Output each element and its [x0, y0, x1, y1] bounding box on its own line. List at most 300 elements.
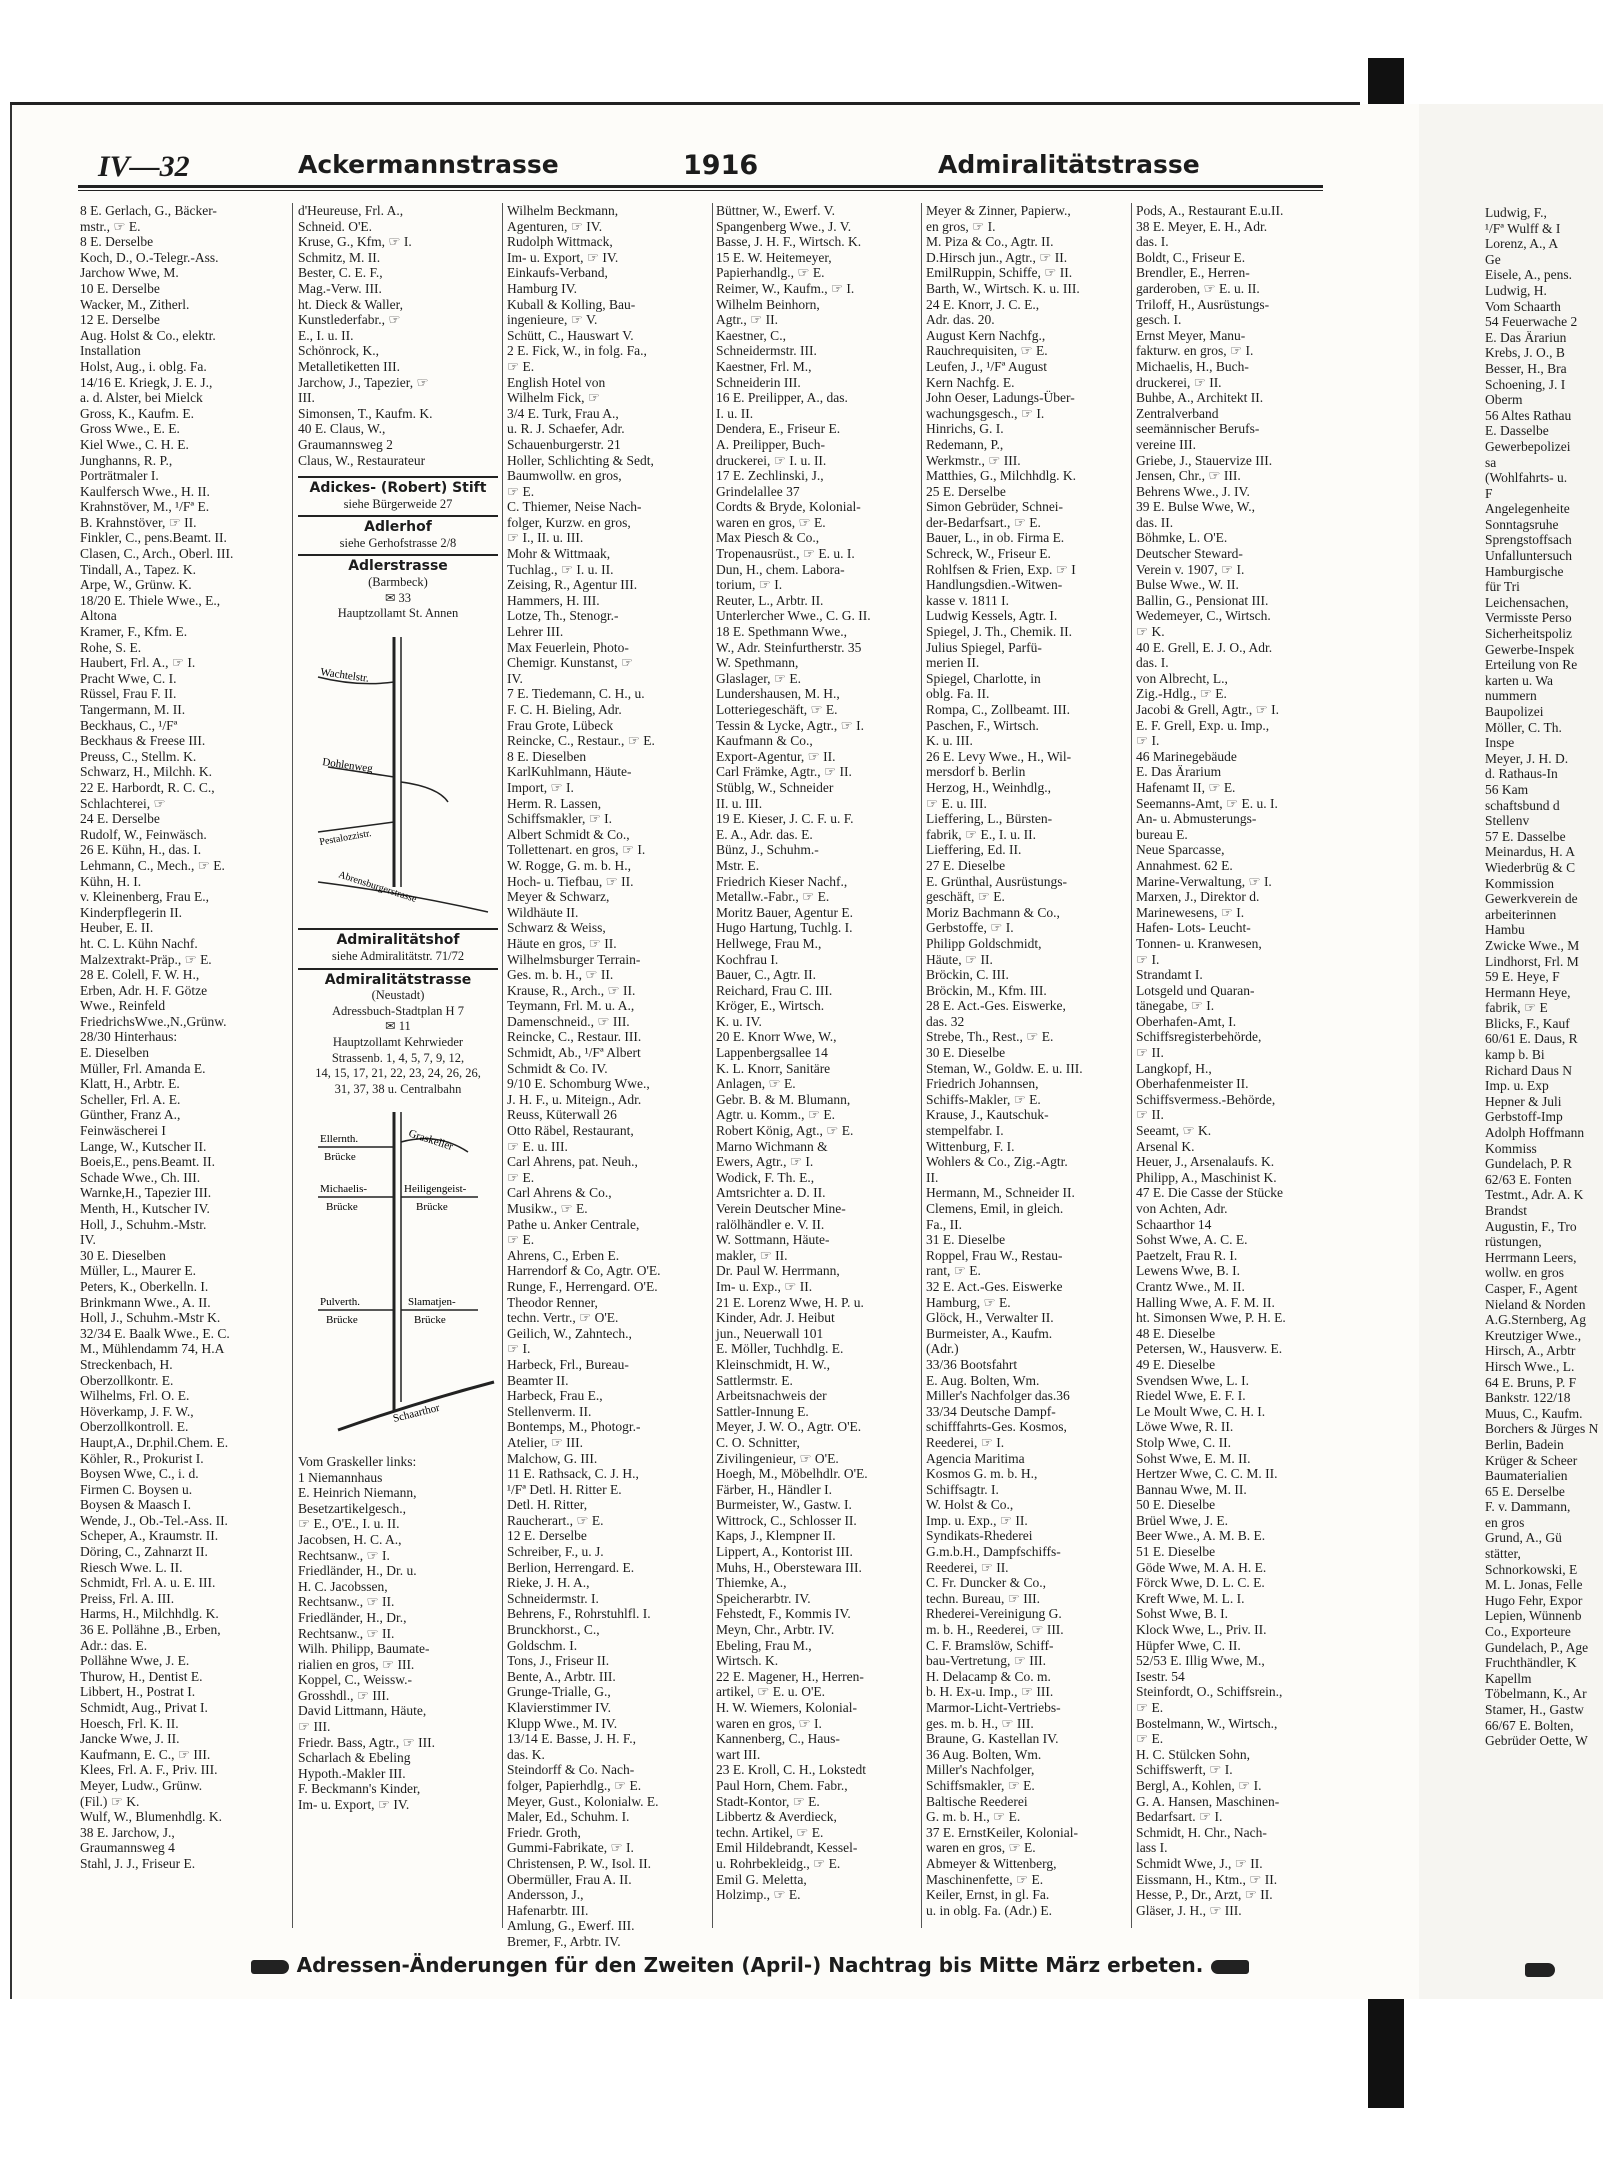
directory-entry-line: Schaarthor 14: [1136, 1216, 1212, 1232]
directory-entry-line: Amtsrichter a. D. II.: [716, 1185, 826, 1201]
directory-entry-line: Lotteriegeschäft, ☞ E.: [716, 702, 838, 717]
directory-entry-line: merien II.: [926, 655, 980, 671]
directory-entry-line: Baumaterialien: [1485, 1468, 1568, 1484]
directory-entry-line: Riedel Wwe, E. F. I.: [1136, 1388, 1246, 1404]
directory-entry-line: F: [1485, 485, 1493, 501]
directory-entry-line: Fruchthändler, K: [1485, 1655, 1577, 1671]
directory-entry-line: das. K.: [507, 1746, 545, 1762]
directory-entry-line: Paetzelt, Frau R. I.: [1136, 1247, 1238, 1263]
directory-entry-line: Julius Spiegel, Parfü-: [926, 639, 1042, 655]
map-label-graskeller: Graskeller: [407, 1127, 455, 1154]
directory-entry-line: Meyer, J. H. D.: [1485, 750, 1569, 766]
directory-entry-line: Halling Wwe, A. F. M. II.: [1136, 1294, 1275, 1310]
directory-entry-line: Baumwollw. en gros,: [507, 468, 622, 484]
directory-entry-line: Hepner & Juli: [1485, 1093, 1562, 1109]
directory-entry-line: ralölhändler e. V. II.: [716, 1216, 825, 1232]
directory-entry-line: Abmeyer & Wittenberg,: [926, 1855, 1057, 1871]
directory-entry-line: Marxen, J., Direktor d.: [1136, 889, 1260, 905]
map-label-ellernth: Ellernth.: [320, 1133, 359, 1146]
directory-entry-line: Eissmann, H., Ktm., ☞ II.: [1136, 1871, 1278, 1887]
directory-entry-line: Ludwig Kessels, Agtr. I.: [926, 608, 1058, 624]
directory-entry-line: Strebe, Th., Rest., ☞ E.: [926, 1029, 1054, 1045]
directory-entry-line: ht. C. L. Kühn Nachf.: [80, 935, 198, 951]
directory-entry-line: Roppel, Frau W., Restau-: [926, 1247, 1063, 1263]
directory-entry-line: Jarchow Wwe, M.: [80, 265, 179, 281]
directory-entry-line: Klock Wwe, L., Priv. II.: [1136, 1622, 1267, 1638]
directory-entry-line: wachungsgesch., ☞ I.: [926, 405, 1045, 421]
directory-entry-line: Brinkmann Wwe., A. II.: [80, 1294, 211, 1310]
directory-entry-line: Sprengstoffsach: [1485, 532, 1572, 548]
directory-entry-line: Emil Hildebrandt, Kessel-: [716, 1840, 858, 1856]
directory-entry-line: Adolph Hoffmann: [1485, 1125, 1585, 1141]
directory-entry-line: Handlungsdien.-Witwen-: [926, 577, 1063, 593]
directory-entry-line: 13/14 E. Basse, J. H. F.,: [507, 1731, 637, 1747]
directory-entry-line: E. Dieselben: [80, 1045, 149, 1061]
directory-entry-line: Häute en gros, ☞ II.: [507, 935, 617, 951]
directory-entry-line: Bauer, C., Agtr. II.: [716, 967, 816, 983]
directory-entry-line: Lepien, Wünnenb: [1485, 1608, 1582, 1624]
directory-entry-line: Marinewesens, ☞ I.: [1136, 904, 1245, 920]
directory-entry-line: Basse, J. H. F., Wirtsch. K.: [716, 234, 862, 250]
directory-entry-line: Schlachterei, ☞: [80, 795, 166, 811]
directory-entry-line: Wodick, F. Th. E.,: [716, 1169, 815, 1185]
directory-entry-line: Brunckhorst., C.,: [507, 1622, 600, 1638]
directory-entry-line: E., I. u. II.: [298, 327, 354, 343]
directory-entry-line: ☞ I., II. u. III.: [507, 530, 584, 546]
directory-entry-line: Wulf, W., Blumenhdlg. K.: [80, 1809, 222, 1825]
directory-entry-line: 52/53 E. Illig Wwe, M.,: [1136, 1653, 1265, 1669]
directory-entry-line: Wilhelm Beckmann,: [507, 203, 619, 218]
directory-entry-line: seemännischer Berufs-: [1136, 421, 1260, 437]
directory-entry-line: (Wohlfahrts- u.: [1485, 470, 1568, 486]
directory-entry-line: Tindall, A., Tapez. K.: [80, 561, 197, 577]
directory-entry-line: Herm. R. Lassen,: [507, 795, 602, 811]
directory-entry-line: Ernst Meyer, Manu-: [1136, 327, 1246, 343]
directory-entry-line: Beckhaus & Freese III.: [80, 733, 206, 749]
directory-entry-line: ☞ E.: [507, 1232, 535, 1248]
directory-entry-line: Schiffswerft, ☞ I.: [1136, 1762, 1233, 1778]
directory-entry-line: Ludwig, F.,: [1485, 205, 1547, 220]
directory-entry-line: 17 E. Zechlinski, J.,: [716, 468, 824, 484]
admiralitaetstrasse-district: (Neustadt): [371, 988, 425, 1003]
directory-entry-line: Erteilung von Re: [1485, 657, 1578, 673]
directory-entry-line: E. A., Adr. das. E.: [716, 826, 813, 842]
directory-entry-line: Bremer, F., Arbtr. IV.: [507, 1933, 621, 1949]
directory-entry-line: Harbeck, Frl., Bureau-: [507, 1356, 629, 1372]
directory-entry-line: tänegabe, ☞ I.: [1136, 998, 1215, 1014]
directory-entry-line: E. F. Grell, Exp. u. Imp.,: [1136, 717, 1270, 733]
directory-entry-line: D.Hirsch jun., Agtr., ☞ II.: [926, 249, 1068, 265]
directory-entry-line: Vom Schaarth: [1485, 298, 1561, 314]
directory-entry-line: techn. Bureau, ☞ III.: [926, 1590, 1041, 1606]
directory-entry-line: Ballin, G., Pensionat III.: [1136, 592, 1269, 608]
directory-entry-line: Thiemke, A.,: [716, 1575, 787, 1591]
directory-entry-line: Moritz Bauer, Agentur E.: [716, 904, 854, 920]
directory-entry-line: Bünz, J., Schuhm.-: [716, 842, 819, 858]
directory-entry-line: Rudolf, W., Feinwäsch.: [80, 826, 207, 842]
directory-entry-line: Schiffsregisterbehörde,: [1136, 1029, 1262, 1045]
directory-entry-line: Günther, Franz A.,: [80, 1107, 181, 1123]
directory-entry-line: torium, ☞ I.: [716, 577, 783, 593]
directory-entry-line: Meyer, J. W. O., Agtr. O'E.: [716, 1419, 862, 1435]
directory-entry-line: Frau Grote, Lübeck: [507, 717, 614, 733]
directory-entry-line: Klavierstimmer IV.: [507, 1700, 611, 1715]
directory-entry-line: IV.: [507, 670, 523, 686]
directory-entry-line: 12 E. Derselbe: [80, 312, 160, 328]
directory-entry-line: Teymann, Frl. M. u. A.,: [507, 998, 635, 1014]
directory-entry-line: Firmen C. Boysen u.: [80, 1481, 193, 1497]
directory-entry-line: 32/34 E. Baalk Wwe., E. C.: [80, 1325, 230, 1341]
directory-entry-line: Tessin & Lycke, Agtr., ☞ I.: [716, 717, 865, 733]
directory-entry-line: Stadt-Kontor, ☞ E.: [716, 1793, 820, 1809]
directory-entry-line: Bankstr. 122/18: [1485, 1390, 1571, 1406]
directory-entry-line: Sohst Wwe, A. C. E.: [1136, 1232, 1248, 1248]
directory-entry-line: W. Holst & Co.,: [926, 1497, 1014, 1513]
adlerstrasse-postal: ✉ 33: [384, 590, 412, 605]
directory-entry-line: II.: [926, 1169, 939, 1185]
directory-entry-line: Boysen & Maasch I.: [80, 1497, 191, 1513]
directory-entry-line: waren en gros, ☞ E.: [716, 514, 826, 530]
directory-entry-line: (Adr.): [926, 1341, 959, 1357]
directory-entry-line: Rohlfsen & Frien, Exp. ☞ I: [926, 561, 1076, 577]
directory-entry-line: 16 E. Preilipper, A., das.: [716, 390, 848, 406]
directory-entry-line: Max Feuerlein, Photo-: [507, 639, 629, 655]
directory-entry-line: Reederei, ☞ II.: [926, 1559, 1009, 1575]
directory-entry-line: 38 E. Meyer, E. H., Adr.: [1136, 218, 1268, 234]
directory-entry-line: 66/67 E. Bolten,: [1485, 1717, 1574, 1733]
directory-entry-line: Burmeister, A., Kaufm.: [926, 1325, 1053, 1341]
directory-entry-line: H. Delacamp & Co. m.: [926, 1668, 1051, 1684]
map-label-dohlenweg: Dohlenweg: [321, 755, 374, 775]
directory-entry-line: Malchow, G. III.: [507, 1450, 598, 1466]
directory-entry-line: gesch. I.: [1136, 312, 1182, 328]
directory-entry-line: Hugo Hartung, Tuchlg. I.: [716, 920, 853, 936]
map-label-ellernth-bruecke: Brücke: [324, 1151, 356, 1164]
directory-entry-line: IV.: [80, 1232, 96, 1248]
directory-entry-line: Sonntagsruhe: [1485, 516, 1559, 532]
directory-entry-line: Ludwig, H.: [1485, 282, 1547, 298]
directory-entry-line: Redemann, P.,: [926, 436, 1004, 452]
directory-entry-line: Andersson, J.,: [507, 1887, 584, 1903]
directory-entry-line: Kosmos G. m. b. H.,: [926, 1466, 1038, 1482]
directory-entry-line: Reichard, Frau C. III.: [716, 982, 833, 998]
directory-entry-line: Borchers & Jürges N: [1485, 1421, 1599, 1437]
map-label-pulverth: Pulverth.: [320, 1296, 361, 1309]
directory-entry-line: 54 Feuerwache 2: [1485, 314, 1578, 330]
map-label-schaarthor: Schaarthor: [391, 1402, 441, 1426]
directory-entry-line: Kommiss: [1485, 1140, 1537, 1156]
directory-entry-line: Clemens, Emil, in gleich.: [926, 1201, 1064, 1216]
directory-entry-line: Oberm: [1485, 392, 1523, 408]
directory-entry-line: Ge: [1485, 251, 1501, 267]
directory-entry-line: Büttner, W., Ewerf. V.: [716, 203, 835, 218]
admiralitaetstrasse-postal: ✉ 11: [385, 1019, 411, 1034]
directory-entry-line: ges. m. b. H., ☞ III.: [926, 1715, 1034, 1731]
directory-entry-line: Herrmann Leers,: [1485, 1249, 1577, 1265]
directory-entry-line: Theodor Renner,: [507, 1294, 598, 1310]
directory-entry-line: Wwe., Reinfeld: [80, 998, 166, 1014]
directory-entry-line: ingenieure, ☞ V.: [507, 312, 598, 328]
directory-entry-line: Häute, ☞ II.: [926, 951, 993, 967]
directory-entry-line: E. Grünthal, Ausrüstungs-: [926, 873, 1067, 889]
directory-entry-line: Tonnen- u. Kranwesen,: [1136, 935, 1262, 951]
directory-entry-line: Holzimp., ☞ E.: [716, 1887, 801, 1903]
directory-entry-line: Robert König, Agt., ☞ E.: [716, 1123, 854, 1139]
directory-entry-line: Hinrichs, G. I.: [926, 421, 1004, 437]
directory-entry-line: John Oeser, Ladungs-Über-: [926, 390, 1075, 406]
directory-entry-line: Seemanns-Amt, ☞ E. u. I.: [1136, 795, 1278, 811]
directory-entry-line: Reincke, C., Restaur. III.: [507, 1029, 642, 1045]
directory-entry-line: 40 E. Grell, E. J. O., Adr.: [1136, 639, 1273, 655]
map-label-michaelis: Michaelis-: [320, 1183, 368, 1196]
directory-entry-line: Besetzartikelgesch.,: [298, 1500, 406, 1516]
directory-entry-line: 39 E. Bulse Wwe, W.,: [1136, 499, 1255, 515]
directory-entry-line: Obermüller, Frau A. II.: [507, 1871, 632, 1887]
directory-entry-line: Boldt, C., Friseur E.: [1136, 249, 1246, 265]
directory-entry-line: von Achten, Adr.: [1136, 1201, 1228, 1216]
directory-entry-line: Jancke Wwe, J. II.: [80, 1731, 180, 1747]
directory-entry-line: Runge, F., Herrengard. O'E.: [507, 1278, 658, 1294]
directory-entry-line: druckerei, ☞ I. u. II.: [716, 452, 827, 468]
admiralitaetstrasse-street-map: [298, 1112, 498, 1442]
directory-entry-line: 59 E. Heye, F: [1485, 969, 1560, 985]
directory-entry-line: 64 E. Bruns, P. F: [1485, 1374, 1577, 1390]
directory-entry-line: Nieland & Norden: [1485, 1296, 1586, 1312]
directory-entry-line: Friedr. Groth,: [507, 1824, 581, 1840]
directory-entry-line: Bannau Wwe, M. II.: [1136, 1481, 1247, 1497]
directory-entry-line: Gebr. B. & M. Blumann,: [716, 1091, 851, 1107]
directory-entry-line: Carl Ahrens, pat. Neuh.,: [507, 1154, 638, 1170]
directory-entry-line: Gewerbepolizei: [1485, 438, 1571, 454]
directory-entry-line: Rauchrequisiten, ☞ E.: [926, 343, 1048, 359]
directory-entry-line: ht. Dieck & Waller,: [298, 296, 403, 312]
directory-entry-line: Behrens, F., Rohrstuhlfl. I.: [507, 1606, 651, 1622]
adlerhof-ref: siehe Gerhofstrasse 2/8: [339, 535, 457, 550]
directory-entry-line: Fa., II.: [926, 1216, 962, 1232]
directory-entry-line: Testmt., Adr. A. K: [1485, 1187, 1584, 1203]
directory-entry-line: 57 E. Dasselbe: [1485, 828, 1566, 844]
directory-entry-line: fabrik, ☞ E., I. u. II.: [926, 826, 1036, 842]
adlerstrasse-box: [298, 556, 498, 624]
directory-entry-line: Graumannsweg 2: [298, 436, 393, 452]
directory-entry-line: Hoegh, M., Möbelhdlr. O'E.: [716, 1466, 868, 1482]
directory-entry-line: Im- u. Export, ☞ IV.: [298, 1797, 410, 1813]
column-5: [926, 203, 1128, 1928]
directory-entry-line: Reederei, ☞ I.: [926, 1434, 1005, 1450]
directory-entry-line: Metalletiketten III.: [298, 358, 400, 374]
directory-entry-line: en gros: [1485, 1514, 1525, 1530]
directory-entry-line: Boeis,E., pens.Beamt. II.: [80, 1154, 215, 1170]
directory-entry-line: 51 E. Dieselbe: [1136, 1544, 1216, 1560]
directory-entry-line: Miller's Nachfolger,: [926, 1762, 1035, 1778]
directory-entry-line: Kramer, F., Kfm. E.: [80, 624, 188, 640]
directory-entry-line: Strandamt I.: [1136, 967, 1203, 983]
directory-entry-line: rant, ☞ E.: [926, 1263, 981, 1279]
directory-entry-line: Libbertz & Averdieck,: [716, 1809, 837, 1825]
directory-entry-line: Harms, H., Milchhdlg. K.: [80, 1606, 219, 1622]
directory-entry-line: ☞ III.: [298, 1719, 331, 1735]
directory-entry-line: Schmidt & Co. IV.: [507, 1060, 608, 1076]
directory-entry-line: Schmidt, Ab., ¹/Fª Albert: [507, 1045, 641, 1061]
directory-entry-line: ☞ E.: [507, 358, 535, 374]
directory-entry-line: E. Heinrich Niemann,: [298, 1485, 417, 1501]
directory-entry-line: techn. Vertr., ☞ O'E.: [507, 1310, 619, 1326]
directory-entry-line: Rechtsanw., ☞ II.: [298, 1625, 395, 1641]
directory-entry-line: E. Möller, Tuchhdlg. E.: [716, 1341, 844, 1357]
directory-entry-line: Eisele, A., pens.: [1485, 267, 1572, 283]
directory-entry-line: Koch, D., O.-Telegr.-Ass.: [80, 249, 219, 265]
directory-entry-line: E. Aug. Bolten, Wm.: [926, 1372, 1040, 1388]
directory-entry-line: Scheper, A., Kraumstr. II.: [80, 1528, 219, 1544]
adlerhof-box: [298, 517, 498, 556]
directory-entry-line: 32 E. Act.-Ges. Eiswerke: [926, 1278, 1063, 1294]
directory-entry-line: Muhs, H., Oberstewara III.: [716, 1559, 862, 1575]
directory-entry-line: Verein Deutscher Mine-: [716, 1201, 846, 1216]
directory-entry-line: kamp b. Bi: [1485, 1047, 1545, 1063]
directory-entry-line: Anlagen, ☞ E.: [716, 1076, 796, 1092]
directory-entry-line: Schiffsvermess.-Behörde,: [1136, 1091, 1276, 1107]
directory-entry-line: Arpe, W., Grünw. K.: [80, 577, 192, 593]
directory-entry-line: Jacobi & Grell, Agtr., ☞ I.: [1136, 702, 1279, 717]
directory-entry-line: Braune, G. Kastellan IV.: [926, 1731, 1059, 1747]
adickes-stift-box: [298, 476, 498, 517]
directory-entry-line: Grund, A., Gü: [1485, 1530, 1562, 1546]
directory-entry-line: Döring, C., Zahnarzt II.: [80, 1544, 208, 1560]
directory-entry-line: Wilhelmsburger Terrain-: [507, 951, 641, 967]
directory-entry-line: Pracht Wwe, C. I.: [80, 670, 177, 686]
directory-entry-line: Schiffsmakler, ☞ I.: [507, 811, 613, 827]
directory-entry-line: W. Spethmann,: [716, 655, 799, 671]
directory-entry-line: Porträtmaler I.: [80, 468, 159, 484]
directory-entry-line: Jensen, Chr., ☞ III.: [1136, 468, 1241, 484]
directory-entry-line: garderoben, ☞ E. u. II.: [1136, 280, 1260, 296]
directory-entry-line: Leichensachen,: [1485, 594, 1569, 610]
directory-entry-line: Petersen, W., Hausverw. E.: [1136, 1341, 1283, 1357]
directory-entry-line: Hüpfer Wwe, C. II.: [1136, 1637, 1241, 1653]
directory-entry-line: Ahrens, C., Erben E.: [507, 1247, 620, 1263]
directory-entry-line: Im- u. Export, ☞ IV.: [507, 249, 619, 265]
directory-entry-line: Besser, H., Bra: [1485, 360, 1567, 376]
directory-entry-line: Wiederbrüg & C: [1485, 859, 1576, 875]
directory-entry-line: mersdorf b. Berlin: [926, 764, 1026, 780]
directory-entry-line: v. Kleinenberg, Frau E.,: [80, 889, 209, 905]
directory-entry-line: C. O. Schnitter,: [716, 1434, 800, 1450]
directory-entry-line: Schade Wwe., Ch. III.: [80, 1169, 201, 1185]
directory-entry-line: Kinderpflegerin II.: [80, 904, 182, 920]
pointing-hand-icon: [251, 1960, 289, 1974]
directory-entry-line: Kruse, G., Kfm, ☞ I.: [298, 234, 412, 250]
directory-entry-line: M. L. Jonas, Felle: [1485, 1577, 1583, 1593]
directory-entry-line: Hamburgische: [1485, 563, 1564, 579]
directory-entry-line: Hamburg IV.: [507, 280, 577, 296]
directory-entry-line: Wildhäute II.: [507, 904, 579, 920]
directory-entry-line: Otto Räbel, Restaurant,: [507, 1123, 634, 1139]
directory-entry-line: Gebrüder Oette, W: [1485, 1733, 1588, 1749]
directory-entry-line: u. in oblg. Fa. (Adr.) E.: [926, 1902, 1052, 1918]
directory-entry-line: en gros, ☞ I.: [926, 218, 996, 234]
directory-entry-line: Heuber, E. II.: [80, 920, 154, 936]
directory-entry-line: Krüger & Scheer: [1485, 1452, 1578, 1468]
directory-entry-line: Hoch- u. Tiefbau, ☞ II.: [507, 873, 634, 889]
directory-entry-line: Ewers, Agtr., ☞ I.: [716, 1154, 814, 1170]
directory-entry-line: Kunstlederfabr., ☞: [298, 312, 401, 328]
directory-entry-line: mstr., ☞ E.: [80, 218, 141, 234]
directory-entry-line: Simon Gebrüder, Schnei-: [926, 499, 1064, 515]
directory-entry-line: Atelier, ☞ III.: [507, 1434, 584, 1450]
directory-entry-line: Behrens Wwe., J. IV.: [1136, 483, 1250, 499]
directory-entry-line: Leufen, J., ¹/Fª August: [926, 358, 1048, 374]
directory-entry-line: Crantz Wwe., M. II.: [1136, 1278, 1245, 1294]
directory-entry-line: Import, ☞ I.: [507, 779, 574, 795]
directory-entry-line: 50 E. Dieselbe: [1136, 1497, 1216, 1513]
directory-entry-line: Friedländer, H., Dr.,: [298, 1609, 407, 1625]
directory-entry-line: Krahnstöver, M., ¹/Fª E.: [80, 499, 210, 515]
directory-entry-line: 18/20 E. Thiele Wwe., E.,: [80, 592, 221, 608]
directory-entry-line: Sattler-Innung E.: [716, 1403, 809, 1419]
directory-entry-line: Keiler, Ernst, in gl. Fa.: [926, 1887, 1050, 1903]
directory-entry-line: 18 E. Spethmann Wwe.,: [716, 624, 847, 640]
directory-entry-line: Agencia Maritima: [926, 1450, 1025, 1466]
directory-entry-line: Hermann, M., Schneider II.: [926, 1185, 1075, 1201]
directory-entry-line: Lange, W., Kutscher II.: [80, 1138, 207, 1154]
directory-entry-line: (Fil.) ☞ K.: [80, 1793, 140, 1809]
directory-entry-line: Schmitz, M. II.: [298, 249, 381, 265]
directory-entry-line: Wende, J., Ob.-Tel.-Ass. II.: [80, 1512, 228, 1528]
directory-entry-line: 36 E. Pollähne ,B., Erben,: [80, 1622, 221, 1638]
directory-entry-line: Lewens Wwe, B. I.: [1136, 1263, 1240, 1279]
directory-entry-line: Rieke, J. H. A.,: [507, 1575, 590, 1591]
directory-entry-line: ☞ II.: [1136, 1045, 1164, 1061]
directory-entry-line: Streckenbach, H.: [80, 1356, 173, 1372]
directory-entry-line: Bedarfsart. ☞ I.: [1136, 1809, 1223, 1825]
directory-entry-line: Svendsen Wwe, L. I.: [1136, 1372, 1249, 1388]
directory-entry-line: Lundershausen, M. H.,: [716, 686, 840, 702]
directory-entry-line: Kiel Wwe., C. H. E.: [80, 436, 189, 452]
directory-entry-line: Pathe u. Anker Centrale,: [507, 1216, 640, 1232]
directory-entry-line: Schreiber, F., u. J.: [507, 1544, 604, 1560]
directory-entry-line: Jarchow, J., Tapezier, ☞: [298, 374, 429, 390]
directory-entry-line: Wilh. Philipp, Baumate-: [298, 1641, 430, 1657]
directory-entry-line: G. m. b. H., ☞ E.: [926, 1809, 1021, 1825]
directory-entry-line: C. Fr. Duncker & Co.,: [926, 1575, 1046, 1591]
directory-entry-line: Carl Ahrens & Co.,: [507, 1185, 612, 1201]
directory-entry-line: Raucherart., ☞ E.: [507, 1512, 604, 1528]
directory-entry-line: ht. Simonsen Wwe, P. H. E.: [1136, 1310, 1286, 1326]
directory-entry-line: 15 E. W. Heitemeyer,: [716, 249, 832, 265]
directory-entry-line: Hugo Fehr, Expor: [1485, 1592, 1583, 1608]
directory-entry-line: Förck Wwe, D. L. C. E.: [1136, 1575, 1265, 1591]
directory-entry-line: August Kern Nachfg.,: [926, 327, 1046, 343]
directory-entry-line: nummern: [1485, 688, 1537, 704]
directory-entry-line: bau-Vertretung, ☞ III.: [926, 1653, 1047, 1669]
directory-entry-line: Lehrer III.: [507, 624, 564, 640]
directory-entry-line: Metallw.-Fabr., ☞ E.: [716, 889, 830, 905]
directory-entry-line: 19 E. Kieser, J. C. F. u. F.: [716, 811, 854, 827]
directory-entry-line: Schneidermstr. I.: [507, 1590, 599, 1606]
directory-entry-line: Schiffsmakler, ☞ E.: [926, 1777, 1035, 1793]
directory-entry-line: Verein v. 1907, ☞ I.: [1136, 561, 1245, 577]
directory-entry-line: H. C. Stülcken Sohn,: [1136, 1746, 1251, 1762]
column-divider: [712, 203, 713, 1928]
directory-entry-line: 11 E. Rathsack, C. J. H.,: [507, 1466, 639, 1482]
directory-entry-line: Schnorkowski, E: [1485, 1561, 1578, 1577]
year-heading: 1916: [683, 150, 759, 181]
directory-entry-line: Bauer, L., in ob. Firma E.: [926, 530, 1065, 546]
directory-entry-line: lass I.: [1136, 1840, 1168, 1856]
directory-entry-line: Scharlach & Ebeling: [298, 1750, 411, 1766]
directory-entry-line: 2 E. Fick, W., in folg. Fa.,: [507, 343, 647, 359]
page-top-border: [10, 102, 1360, 105]
